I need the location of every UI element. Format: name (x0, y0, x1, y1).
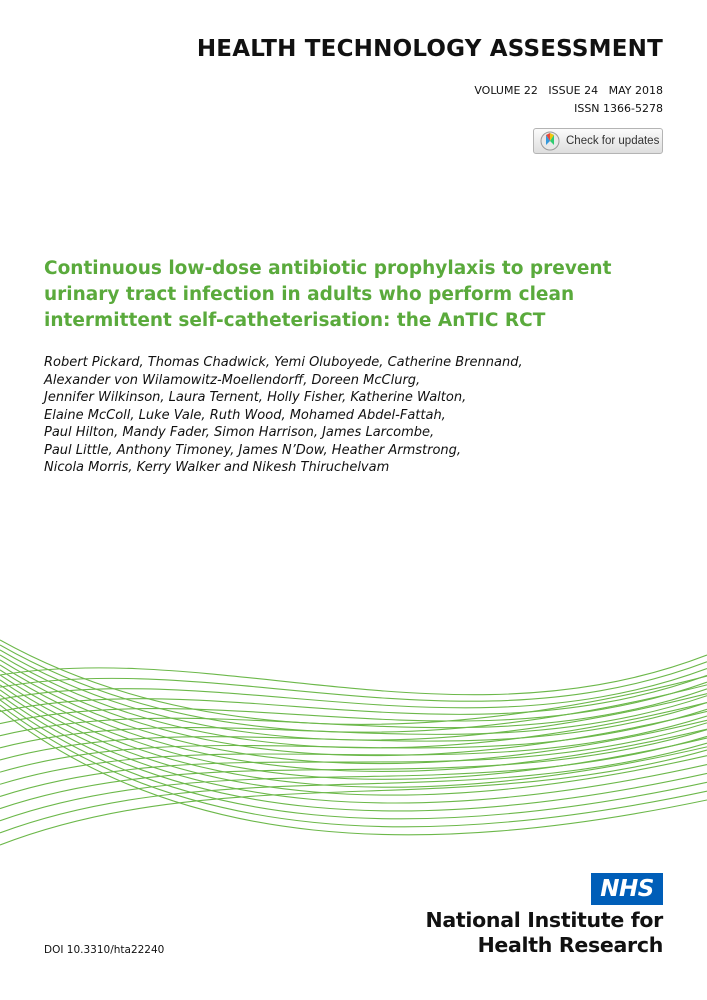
doi-label: DOI 10.3310/hta22240 (44, 944, 165, 956)
date-label: MAY 2018 (608, 84, 663, 97)
crossmark-icon (540, 131, 560, 151)
author-line: Paul Hilton, Mandy Fader, Simon Harrison, James Larcombe, (44, 425, 435, 440)
wave-line (0, 705, 707, 827)
author-line: Paul Little, Anthony Timoney, James N’Dow, Heather Armstrong, (44, 442, 462, 458)
article-title (44, 256, 664, 334)
author-line: Robert Pickard, Thomas Chadwick, Yemi Oluboyede, Catherine Brennand, (44, 355, 523, 370)
institute-name-line: National Institute for (425, 908, 663, 932)
nhs-logo: NHS (591, 873, 663, 905)
institute-name-line: Health Research (477, 933, 663, 957)
check-for-updates-label: Check for updates (566, 135, 660, 147)
wave-line (0, 650, 707, 740)
author-line: Alexander von Wilamowitz-Moellendorff, Doreen McClurg, (44, 372, 421, 388)
article-title-line: Continuous low-dose antibiotic prophylaxis to prevent (44, 258, 612, 279)
author-line: Nicola Morris, Kerry Walker and Nikesh Thiruchelvam (44, 460, 390, 475)
author-line: Jennifer Wilkinson, Laura Ternent, Holly Fisher, Katherine Walton, (44, 390, 467, 405)
wave-lines-decoration (0, 620, 707, 860)
author-list (44, 354, 674, 477)
institute-name (426, 908, 664, 958)
journal-title: HEALTH TECHNOLOGY ASSESSMENT (196, 36, 663, 62)
wave-line (0, 750, 707, 845)
issn-label: ISSN 1366-5278 (574, 102, 663, 115)
volume-label: VOLUME 22 (474, 84, 538, 97)
article-title-line: urinary tract infection in adults who perform clean (44, 284, 575, 305)
article-title-line: intermittent self-catheterisation: the AnTIC RCT (44, 310, 546, 331)
author-line: Elaine McColl, Luke Vale, Ruth Wood, Mohamed Abdel-Fattah, (44, 407, 446, 423)
issue-line (467, 84, 663, 97)
check-for-updates-button[interactable] (533, 128, 663, 154)
wave-line (0, 665, 707, 764)
issue-label: ISSUE 24 (548, 84, 599, 97)
